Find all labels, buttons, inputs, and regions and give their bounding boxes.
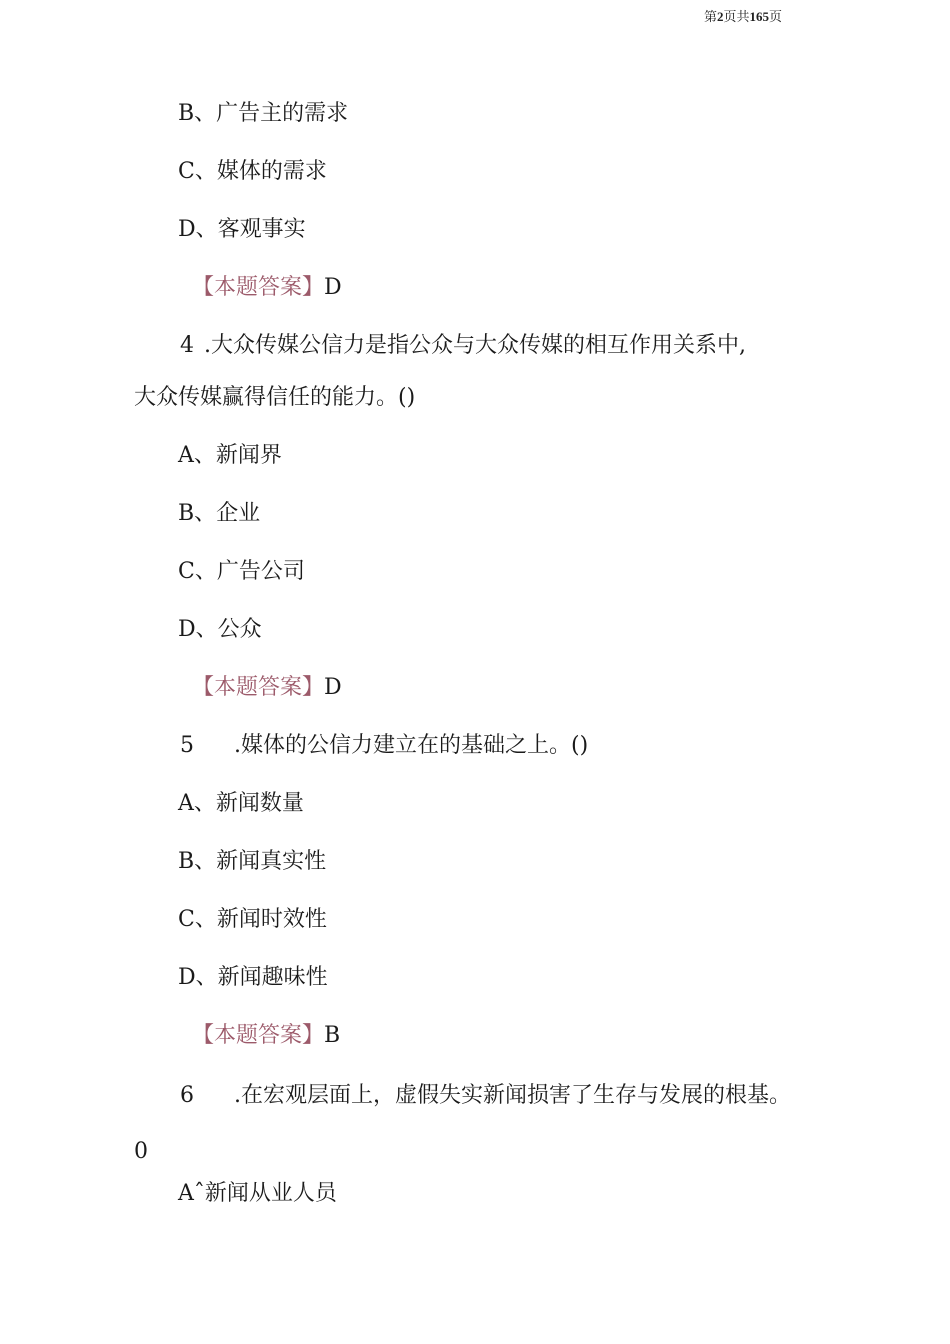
q5-answer xyxy=(192,1022,340,1050)
q4-option-d: D、公众 xyxy=(178,617,262,642)
q6-option-a: Aˆ新闻从业人员 xyxy=(178,1181,337,1206)
q6-text-line1: .在宏观层面上，虚假失实新闻损害了生存与发展的根基。 xyxy=(234,1083,791,1108)
q5-option-b: B、新闻真实性 xyxy=(178,849,327,874)
answer-label: 【本题答案】 xyxy=(192,275,325,300)
answer-label: 【本题答案】 xyxy=(192,1023,325,1048)
q5-option-d: D、新闻趣味性 xyxy=(178,965,328,990)
answer-value: B xyxy=(324,1023,341,1048)
q3-option-c: C、媒体的需求 xyxy=(178,159,327,184)
q6-number: 6 xyxy=(180,1083,194,1108)
q4-answer xyxy=(192,674,342,702)
q3-option-b: B、广告主的需求 xyxy=(178,101,349,126)
q3-option-d: D、客观事实 xyxy=(178,217,306,242)
answer-value: D xyxy=(324,675,342,700)
page-number-header: 第2页共165页 xyxy=(704,9,783,24)
q3-answer xyxy=(192,274,342,302)
answer-value: D xyxy=(324,275,342,300)
q5-text: .媒体的公信力建立在的基础之上。() xyxy=(234,733,589,758)
q5-option-c: C、新闻时效性 xyxy=(178,907,327,932)
q5-number: 5 xyxy=(180,733,194,758)
q4-option-b: B、企业 xyxy=(178,501,261,526)
q4-text-line1: .大众传媒公信力是指公众与大众传媒的相互作用关系中, xyxy=(204,333,746,358)
q4-text-line2: 大众传媒赢得信任的能力。() xyxy=(134,385,416,410)
q4-option-a: A、新闻界 xyxy=(178,443,282,468)
q4-option-c: C、广告公司 xyxy=(178,559,305,584)
q6-text-line2: 0 xyxy=(134,1139,148,1164)
answer-label: 【本题答案】 xyxy=(192,675,325,700)
q5-option-a: A、新闻数量 xyxy=(178,791,304,816)
q4-number: 4 xyxy=(180,333,194,358)
